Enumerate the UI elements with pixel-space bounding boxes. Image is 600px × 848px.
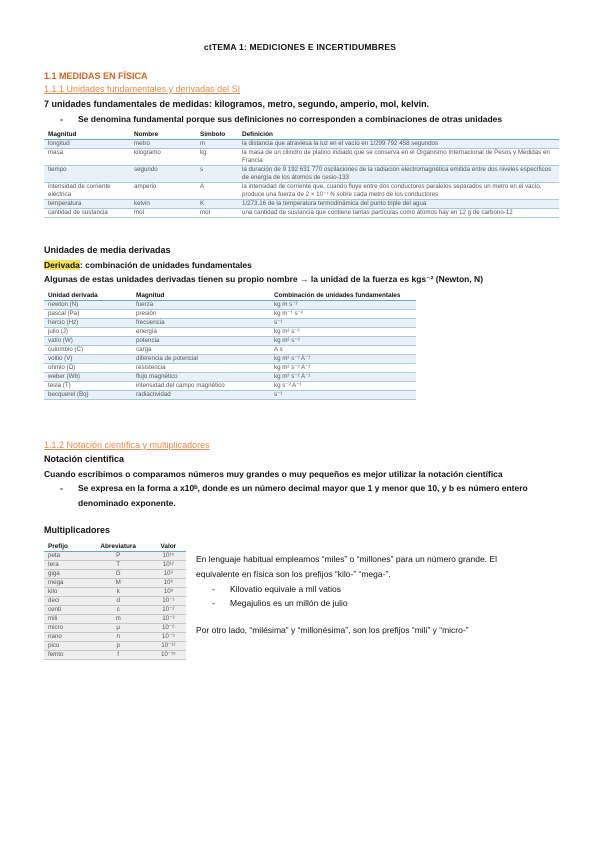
notation-heading: Notación científica	[44, 454, 125, 464]
col-header: Símbolo	[200, 131, 226, 138]
table-row	[44, 301, 416, 310]
table-row	[44, 391, 416, 400]
table-row	[44, 570, 186, 579]
table-cell: s⁻¹	[274, 391, 283, 398]
col-header: Definición	[242, 131, 273, 138]
table-row	[44, 606, 186, 615]
multipliers-bullet-1: - Kilovatio equivale a mil vatios	[212, 584, 342, 594]
table-cell: G	[115, 570, 121, 577]
table-header-row	[44, 291, 416, 301]
table-row	[44, 319, 416, 328]
table-cell: mili	[48, 615, 58, 622]
table-row	[44, 364, 416, 373]
col-header: Prefijo	[48, 543, 68, 550]
table-cell: tera	[48, 561, 59, 568]
table-cell: la distancia que atraviesa la luz en el vacío en 1/299 792 458 segundos	[242, 140, 439, 147]
subsection-heading-notation: 1.1.2 Notación científica y multiplicadores	[44, 440, 210, 450]
col-header: Magnitud	[48, 131, 77, 138]
table-cell: c	[116, 606, 120, 613]
table-row	[44, 337, 416, 346]
table-cell: voltio (V)	[48, 355, 73, 362]
col-header: Nombre	[134, 131, 159, 138]
table-cell: culombio (C)	[48, 346, 84, 353]
table-cell: m	[115, 615, 121, 622]
table-cell: μ	[116, 624, 120, 631]
table-cell: cantidad de sustancia	[48, 209, 108, 216]
table-cell: la intensidad de corriente que, cuando fluye entre dos conductores paralelos separados un metro en el vacío, produce una fuerza de 2 × 10⁻⁷ N sobre cada metro de los conductores	[242, 183, 542, 198]
table-cell: pascal (Pa)	[48, 310, 80, 317]
table-cell: frecuencia	[136, 319, 165, 326]
fundamental-units-table	[44, 130, 559, 218]
table-cell: julio (J)	[48, 328, 68, 335]
table-row	[44, 346, 416, 355]
table-cell: 10⁻¹	[162, 597, 175, 604]
table-row	[44, 597, 186, 606]
multipliers-bullet-2-text: Megajulios es un millón de julio	[230, 598, 348, 608]
table-cell: 10⁹	[163, 570, 174, 577]
table-row	[44, 651, 186, 660]
table-cell: la masa de un cilindro de platino iridiado que se conserva en el Organismo Internacional de Pesos y Medidas en Francia	[242, 149, 550, 164]
table-row	[44, 355, 416, 364]
table-row	[44, 209, 559, 218]
table-row	[44, 615, 186, 624]
table-row	[44, 633, 186, 642]
table-cell: kg m² s⁻² A⁻¹	[274, 373, 311, 380]
multipliers-text-1: En lenguaje habitual empleamos “miles” o “millones” para un número grande. El	[196, 554, 497, 564]
table-cell: fuerza	[136, 301, 154, 308]
table-row	[44, 373, 416, 382]
table-row	[44, 579, 186, 588]
table-row	[44, 552, 186, 561]
table-cell: flujo magnético	[136, 373, 178, 380]
table-cell: m	[200, 140, 206, 147]
table-cell: la duración de 9 192 631 770 oscilaciones de la radiación electromagnética emitida entre dos niveles específicos de energía de los átomos de cesio-133	[242, 166, 552, 181]
table-cell: intensidad del campo magnético	[136, 382, 225, 389]
table-cell: nano	[48, 633, 62, 640]
derived-def-text: : combinación de unidades fundamentales	[79, 260, 252, 270]
table-cell: kg s⁻² A⁻¹	[274, 382, 302, 389]
table-cell: energía	[136, 328, 157, 335]
table-cell: kg m⁻¹ s⁻²	[274, 310, 303, 317]
table-cell: centi	[48, 606, 62, 613]
table-cell: radiactividad	[136, 391, 171, 398]
table-cell: kelvin	[134, 200, 150, 207]
table-row	[44, 624, 186, 633]
table-cell: 10⁶	[163, 579, 174, 586]
table-row	[44, 183, 559, 200]
table-cell: 10⁻¹⁵	[160, 651, 176, 658]
table-cell: kg m² s⁻³	[274, 337, 300, 344]
table-cell: pico	[48, 642, 60, 649]
table-cell: T	[116, 561, 121, 568]
table-cell: tiempo	[48, 166, 67, 173]
table-cell: M	[115, 579, 121, 586]
multipliers-bullet-2: - Megajulios es un millón de julio	[212, 598, 348, 608]
derived-definition	[44, 260, 252, 270]
table-cell: masa	[48, 149, 64, 156]
section-heading: 1.1 MEDIDAS EN FÍSICA	[44, 71, 148, 81]
table-cell: femto	[48, 651, 64, 658]
notation-bullet-continuation: denominado exponente.	[78, 498, 176, 508]
table-row	[44, 310, 416, 319]
table-row	[44, 200, 559, 209]
multipliers-text-3: Por otro lado, “milésima” y “millonésima”, son los prefijos “mili” y “micro-”	[196, 625, 469, 635]
multipliers-table	[44, 542, 186, 660]
table-cell: 10⁻⁹	[161, 633, 175, 640]
table-cell: vatio (W)	[48, 337, 73, 344]
table-cell: mol	[200, 209, 210, 216]
derived-units-line: Algunas de estas unidades derivadas tienen su propio nombre → la unidad de la fuerza es kgs⁻² (Newton, N)	[44, 274, 484, 284]
table-cell: kilogramo	[134, 149, 161, 156]
multipliers-bullet-1-text: Kilovatio equivale a mil vatios	[230, 584, 342, 594]
table-row	[44, 642, 186, 651]
table-cell: potencia	[136, 337, 160, 344]
table-cell: kg	[200, 149, 207, 156]
col-header: Unidad derivada	[48, 292, 98, 299]
table-cell: A	[200, 183, 205, 190]
table-cell: kg m² s⁻³ A⁻²	[274, 364, 311, 371]
table-cell: 10⁻²	[162, 606, 175, 613]
table-cell: kg m s⁻²	[274, 301, 298, 308]
table-cell: 10⁻³	[162, 615, 175, 622]
notation-bullet-text: Se expresa en la forma a x10ᵇ, donde es un número decimal mayor que 1 y menor que 10, y b es número entero	[78, 483, 528, 493]
derived-units-heading: Unidades de media derivadas	[44, 245, 171, 255]
table-cell: n	[116, 633, 120, 640]
table-cell: K	[200, 200, 205, 207]
table-cell: temperatura	[48, 200, 82, 207]
table-cell: d	[116, 597, 120, 604]
notation-bullet: - Se expresa en la forma a x10ᵇ, donde es un número decimal mayor que 1 y menor que 10, y b es número entero	[60, 483, 528, 493]
table-row	[44, 588, 186, 597]
table-cell: resistencia	[136, 364, 166, 371]
table-cell: mol	[134, 209, 144, 216]
table-cell: tesla (T)	[48, 382, 71, 389]
table-cell: segundo	[134, 166, 158, 173]
derived-label: Derivada	[44, 260, 80, 270]
table-cell: 10¹²	[162, 561, 174, 568]
table-cell: f	[117, 651, 120, 658]
table-cell: presión	[136, 310, 157, 317]
table-cell: una cantidad de sustancia que contiene tantas partículas como átomos hay en 12 g de carbono-12	[242, 209, 513, 216]
table-cell: micro	[48, 624, 64, 631]
table-cell: kg m² s⁻³ A⁻¹	[274, 355, 311, 362]
table-row	[44, 382, 416, 391]
table-cell: s	[200, 166, 204, 173]
table-cell: p	[116, 642, 120, 649]
table-cell: 10³	[163, 588, 173, 595]
table-cell: newton (N)	[48, 301, 79, 308]
multipliers-heading: Multiplicadores	[44, 525, 111, 535]
multipliers-text-2: equivalente en física son los prefijos “kilo-” “mega-”.	[196, 569, 391, 579]
subsection-heading-units: 1.1.1 Unidades fundamentales y derivadas del SI	[44, 84, 241, 94]
col-header: Abreviatura	[100, 543, 136, 550]
table-cell: metro	[134, 140, 150, 147]
fundamental-units-line: 7 unidades fundamentales de medidas: kilogramos, metro, segundo, amperio, mol, kelvin.	[44, 99, 430, 109]
page-title: ctTEMA 1: MEDICIONES E INCERTIDUMBRES	[203, 42, 397, 52]
table-cell: carga	[136, 346, 152, 353]
table-cell: intensidad de corriente eléctrica	[48, 183, 111, 198]
notation-line: Cuando escribimos o comparamos números muy grandes o muy pequeños es mejor utilizar la notación científica	[44, 469, 503, 479]
table-cell: becquerel (Bq)	[48, 391, 89, 398]
table-cell: kilo	[48, 588, 58, 595]
table-cell: ohmio (Ω)	[48, 364, 76, 371]
table-cell: diferencia de potencial	[136, 355, 198, 362]
table-cell: deci	[48, 597, 60, 604]
table-cell: 10⁻⁶	[161, 624, 175, 631]
table-cell: kg m² s⁻²	[274, 328, 300, 335]
derived-units-table	[44, 291, 416, 400]
table-cell: s⁻¹	[274, 319, 283, 326]
table-cell: A s	[274, 346, 283, 353]
table-cell: hercio (Hz)	[48, 319, 79, 326]
table-cell: k	[116, 588, 120, 595]
table-row	[44, 328, 416, 337]
table-cell: P	[116, 552, 121, 559]
table-row	[44, 561, 186, 570]
table-row	[44, 166, 559, 183]
fundamental-bullet-text: Se denomina fundamental porque sus definiciones no corresponden a combinaciones de otras unidades	[78, 114, 503, 124]
table-header-row	[44, 130, 559, 140]
col-header: Combinación de unidades fundamentales	[274, 292, 401, 299]
table-cell: giga	[48, 570, 60, 577]
table-cell: weber (Wb)	[48, 373, 80, 380]
table-cell: amperio	[134, 183, 157, 190]
table-header-row	[44, 542, 186, 552]
col-header: Magnitud	[136, 292, 165, 299]
table-row	[44, 149, 559, 166]
table-cell: peta	[48, 552, 61, 559]
table-cell: mega	[48, 579, 64, 586]
col-header: Valor	[160, 543, 177, 550]
table-cell: longitud	[48, 140, 70, 147]
fundamental-bullet: - Se denomina fundamental porque sus definiciones no corresponden a combinaciones de otras unidades	[60, 114, 503, 124]
table-cell: 10¹⁵	[162, 552, 175, 559]
table-row	[44, 140, 559, 149]
table-cell: 10⁻¹²	[161, 642, 176, 649]
table-cell: 1/273,16 de la temperatura termodinámica del punto triple del agua	[242, 200, 427, 207]
